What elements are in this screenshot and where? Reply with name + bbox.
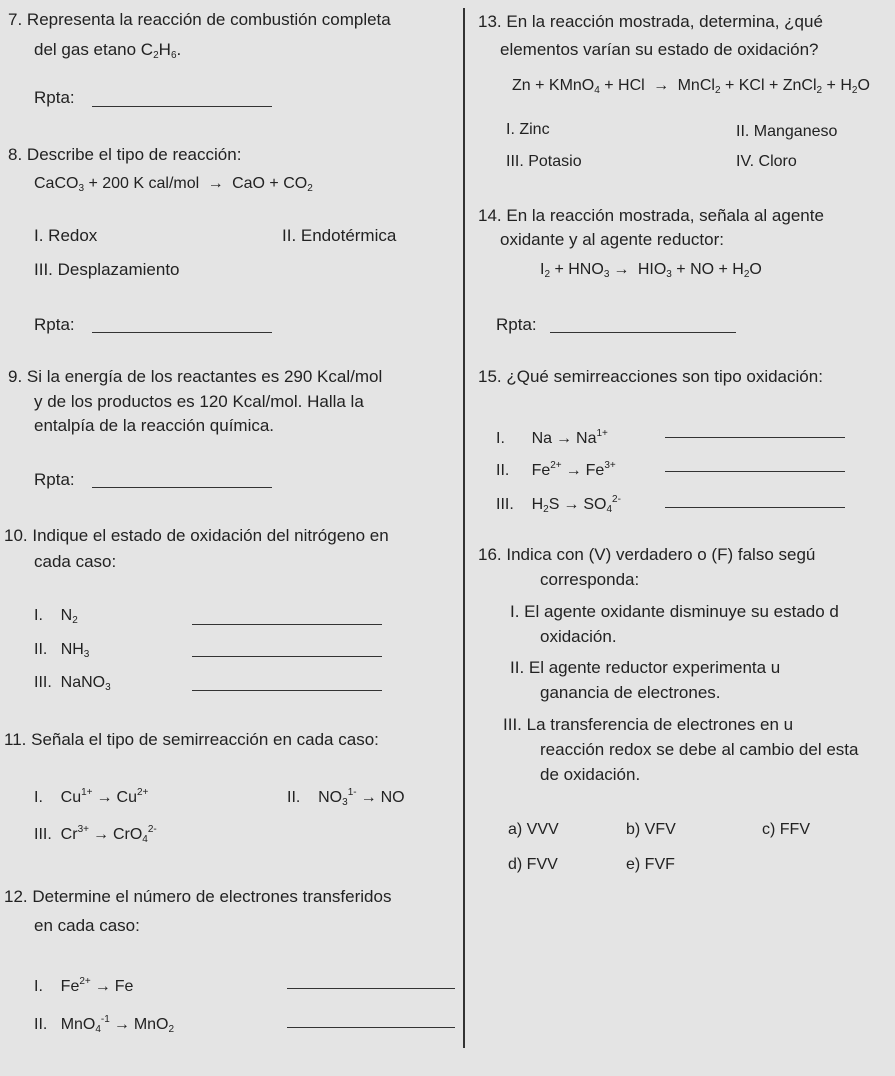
q16-statement-2-line2: ganancia de electrones. xyxy=(540,683,721,702)
q12-item-1: I. $Fe^{2+} \to Fe$ xyxy=(34,976,134,995)
q16-line2: corresponda: xyxy=(540,570,640,589)
q13-option-4: IV. Cloro xyxy=(736,153,797,170)
q10-item-3-answer-line[interactable] xyxy=(192,690,382,691)
q10-item-2-answer-line[interactable] xyxy=(192,656,382,657)
q12-item-2-answer-line[interactable] xyxy=(287,1027,455,1028)
q13-option-3: III. Potasio xyxy=(506,153,582,170)
q7-line1: 7. Representa la reacción de combustión completa xyxy=(8,10,391,29)
q11-item-2: II. $NO_3^{1-}$ → NO xyxy=(287,787,405,808)
q16-choice-c[interactable]: c) FFV xyxy=(762,821,810,838)
q14-line1: 14. En la reacción mostrada, señala al agente xyxy=(478,206,824,225)
q13-option-2: II. Manganeso xyxy=(736,123,838,140)
q8-option-2: II. Endotérmica xyxy=(282,226,397,245)
q16-choice-a[interactable]: a) VVV xyxy=(508,821,559,838)
q9-line2: y de los productos es 120 Kcal/mol. Halla la xyxy=(34,392,364,411)
q8-option-1: I. Redox xyxy=(34,226,98,245)
q11-item-1: I. $Cu^{1+} \to Cu^{2+}$ xyxy=(34,787,149,806)
q13-equation: Zn + KMnO$_4$ + HCl → MnCl$_2$ + KCl + ZnCl$_2$ + $H_2O$ xyxy=(512,77,870,96)
q10-item-1: I. $N_2$ xyxy=(34,607,78,626)
q16-statement-1-line2: oxidación. xyxy=(540,627,617,646)
q13-option-1: I. Zinc xyxy=(506,121,550,138)
q15-item-2-answer-line[interactable] xyxy=(665,471,845,472)
q15-item-1: I. $Na \to Na^{1+}$ xyxy=(496,428,608,447)
q16-statement-3-line3: de oxidación. xyxy=(540,765,641,784)
q9-line3: entalpía de la reacción química. xyxy=(34,416,275,435)
q16-statement-2-line1: II. El agente reductor experimenta u xyxy=(510,658,781,677)
q12-line1: 12. Determine el número de electrones transferidos xyxy=(4,887,392,906)
q7-answer-line[interactable] xyxy=(92,106,272,107)
q16-statement-3-line2: reacción redox se debe al cambio del esta xyxy=(540,740,859,759)
q15-item-3-answer-line[interactable] xyxy=(665,507,845,508)
q8-answer-line[interactable] xyxy=(92,332,272,333)
q11-prompt: 11. Señala el tipo de semirreacción en cada caso: xyxy=(4,730,379,749)
q16-choice-e[interactable]: e) FVF xyxy=(626,856,675,873)
q16-choice-d[interactable]: d) FVV xyxy=(508,856,558,873)
q10-item-3: III. NaNO$_3$ xyxy=(34,674,111,693)
q9-answer-line[interactable] xyxy=(92,487,272,488)
q8-prompt: 8. Describe el tipo de reacción: xyxy=(8,145,242,164)
q16-line1: 16. Indica con (V) verdadero o (F) falso segú xyxy=(478,545,816,564)
q10-line2: cada caso: xyxy=(34,552,117,571)
q7-rpta-label: Rpta: xyxy=(34,88,75,107)
q10-item-2: II. $NH_3$ xyxy=(34,641,90,660)
q13-line1: 13. En la reacción mostrada, determina, ¿qué xyxy=(478,12,823,31)
q14-answer-line[interactable] xyxy=(550,332,736,333)
q12-item-1-answer-line[interactable] xyxy=(287,988,455,989)
q13-line2: elementos varían su estado de oxidación? xyxy=(500,40,819,59)
q12-item-2: II. MnO$_4^{-1}$ → MnO$_2$ xyxy=(34,1014,175,1035)
column-divider xyxy=(463,8,465,1048)
q14-equation: $I_2 + HNO_3 \to HIO_3$ + NO + $H_2O$ xyxy=(540,261,762,280)
q16-statement-3-line1: III. La transferencia de electrones en u xyxy=(503,715,794,734)
q14-line2: oxidante y al agente reductor: xyxy=(500,230,724,249)
q15-item-1-answer-line[interactable] xyxy=(665,437,845,438)
q16-statement-1-line1: I. El agente oxidante disminuye su estado d xyxy=(510,602,839,621)
q14-rpta-label: Rpta: xyxy=(496,315,537,334)
q16-choice-b[interactable]: b) VFV xyxy=(626,821,676,838)
q11-item-3: III. $Cr^{3+} \to CrO_4^{2-}$ xyxy=(34,824,157,845)
q15-prompt: 15. ¿Qué semirreacciones son tipo oxidación: xyxy=(478,367,823,386)
q8-option-3: III. Desplazamiento xyxy=(34,260,180,279)
q8-equation: CaCO$_3$ + 200 K cal/mol → CaO + $CO_2$ xyxy=(34,175,313,194)
q9-rpta-label: Rpta: xyxy=(34,470,75,489)
q8-rpta-label: Rpta: xyxy=(34,315,75,334)
q15-item-2: II. $Fe^{2+} \to Fe^{3+}$ xyxy=(496,460,616,479)
q7-line2: del gas etano $C_2H_6$. xyxy=(34,40,182,61)
q12-line2: en cada caso: xyxy=(34,916,140,935)
q9-line1: 9. Si la energía de los reactantes es 290 Kcal/mol xyxy=(8,367,383,386)
q10-line1: 10. Indique el estado de oxidación del nitrógeno en xyxy=(4,526,389,545)
q15-item-3: III. $H_2S \to SO_4^{2-}$ xyxy=(496,494,621,515)
q10-item-1-answer-line[interactable] xyxy=(192,624,382,625)
